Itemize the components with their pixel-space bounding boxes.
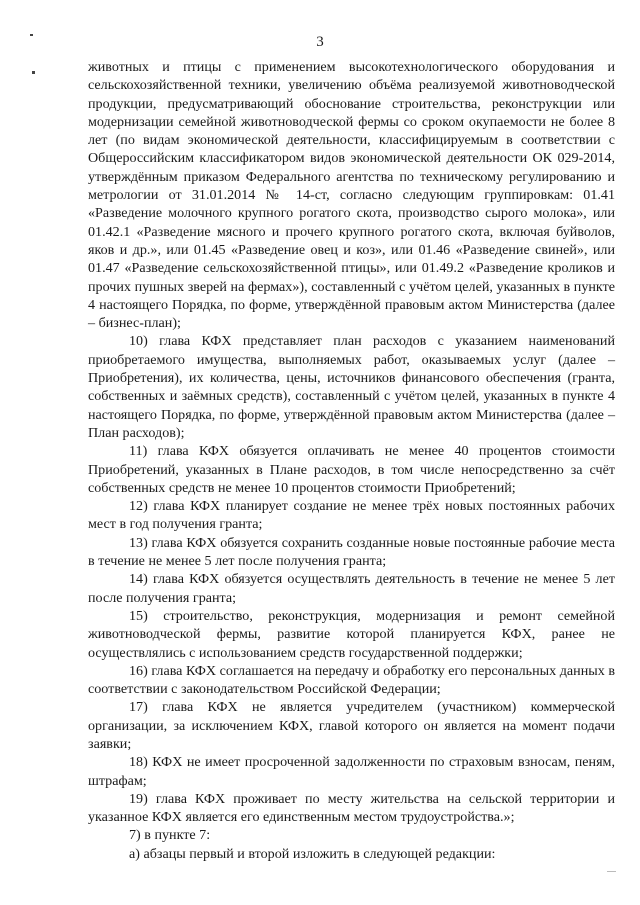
paragraph-item-14: 14) глава КФХ обязуется осуществлять деятельность в течение не менее 5 лет после получения гранта; <box>88 571 615 606</box>
paragraph-item-13: 13) глава КФХ обязуется сохранить созданные новые постоянные рабочие места в течение не менее 5 лет после получения гранта; <box>88 534 615 570</box>
paragraph-item-11: 11) глава КФХ обязуется оплачивать не менее 40 процентов стоимости Приобретений, указанных в Плане расходов, в том числе непосредственно за счёт собственных средств не менее 10 процентов стоимости Приобретений; <box>88 443 615 496</box>
scan-speck <box>32 71 35 74</box>
paragraph-item-a: а) абзацы первый и второй изложить в следующей редакции: <box>129 845 496 862</box>
paragraph-item-12: 12) глава КФХ планирует создание не менее трёх новых постоянных рабочих мест в год получения гранта; <box>88 498 615 533</box>
paragraph-item-18: 18) КФХ не имеет просроченной задолженности по страховым взносам, пеням, штрафам; <box>88 754 615 789</box>
document-body <box>88 58 615 863</box>
paragraph-item-10: 10) глава КФХ представляет план расходов с указанием наименований приобретаемого имущества, выполняемых работ, оказываемых услуг (далее – Приобретения), их количества, цены, источников финансового обеспечения (гранта, собственных и заёмных средств), составленный с учётом целей, указанных в пункте 4 настоящего Порядка, по форме, утверждённой правовым актом Министерства (далее – План расходов); <box>88 333 615 441</box>
paragraph-item-17: 17) глава КФХ не является учредителем (участником) коммерческой организации, за исключением КФХ, главой которого он является на момент подачи заявки; <box>88 699 615 752</box>
paragraph-item-15: 15) строительство, реконструкция, модернизация и ремонт семейной животноводческой фермы, развитие которой планируется КФХ, ранее не осуществлялись с использованием средств государственной поддержки; <box>88 607 615 661</box>
page-number: 3 <box>316 34 324 50</box>
scan-speck <box>607 871 616 872</box>
paragraph-item-19: 19) глава КФХ проживает по месту жительства на сельской территории и указанное КФХ является его единственным местом трудоустройства.»; <box>88 790 615 826</box>
paragraph-continuation: животных и птицы с применением высокотехнологического оборудования и сельскохозяйственной техники, увеличению объёма реализуемой животноводческой продукции, предусматривающий обоснование строительства, реконструкции или модернизации семейной животноводческой фермы со сроком окупаемости не более 8 лет (по видам экономической деятельности, классифицируемым в соответствии с Общероссийским классификатором видов экономической деятельности ОК 029-2014, утверждённым приказом Федерального агентства по техническому регулированию и метрологии от 31.01.2014 № 14-ст, согласно следующим группировкам: 01.41 «Разведение молочного крупного рогатого скота, производство сырого молока», или 01.42.1 «Разведение мясного и прочего крупного рогатого скота, включая буйволов, яков и др.», или 01.45 «Разведение овец и коз», или 01.46 «Разведение свиней», или 01.47 «Разведение сельскохозяйственной птицы», или 01.49.2 «Разведение кроликов и прочих пушных зверей на фермах»), составленный с учётом целей, указанных в пункте 4 настоящего Порядка, по форме, утверждённой правовым актом Министерства (далее – бизнес-план); <box>88 59 615 332</box>
paragraph-item-16: 16) глава КФХ соглашается на передачу и обработку его персональных данных в соответствии с законодательством Российской Федерации; <box>88 662 615 698</box>
paragraph-item-7: 7) в пункте 7: <box>129 827 211 844</box>
